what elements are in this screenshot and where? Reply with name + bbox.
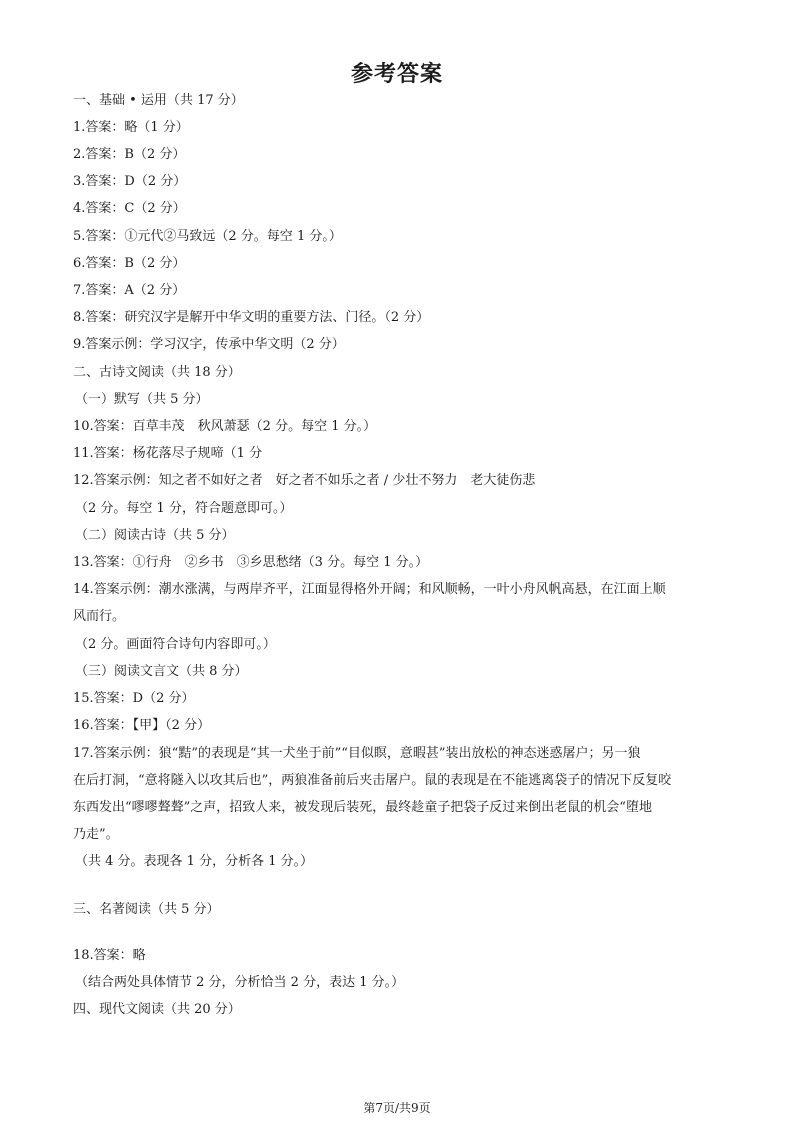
scoring-note: （2 分。画面符合诗句内容即可。） <box>75 637 276 652</box>
answer-line: 1.答案：略（1 分） <box>73 120 189 135</box>
answer-line: 7.答案：A（2 分） <box>73 283 186 298</box>
answer-line: 18.答案：略 <box>73 948 146 963</box>
answer-line: 6.答案：B（2 分） <box>73 256 186 271</box>
answer-line: 3.答案：D（2 分） <box>73 174 187 189</box>
answer-line: 13.答案：①行舟 ②乡书 ③乡思愁绪（3 分。每空 1 分。） <box>73 555 429 570</box>
answer-line: 9.答案示例：学习汉字，传承中华文明（2 分） <box>73 337 345 352</box>
answer-line: 风而行。 <box>73 609 126 624</box>
answer-line: 4.答案：C（2 分） <box>73 201 186 216</box>
subsection-heading: （三）阅读文言文（共 8 分） <box>75 664 248 679</box>
section-heading: 三、名著阅读（共 5 分） <box>73 902 220 917</box>
scoring-note: （结合两处具体情节 2 分，分析恰当 2 分，表达 1 分。） <box>75 975 405 990</box>
section-heading: 二、古诗文阅读（共 18 分） <box>73 365 241 380</box>
section-heading: 一、基础 • 运用（共 17 分） <box>73 93 244 108</box>
answer-line: 5.答案：①元代②马致远（2 分。每空 1 分。） <box>73 229 342 244</box>
answer-line: 14.答案示例：潮水涨满，与两岸齐平，江面显得格外开阔；和风顺畅，一叶小舟风帆高悬，在江面上顺 <box>73 582 666 597</box>
answer-line: 11.答案：杨花落尽子规啼（1 分 <box>73 446 263 461</box>
answer-line: 东西发出“嘐嘐聱聱”之声，招致人来，被发现后装死，最终趁童子把袋子反过来倒出老鼠的机会“堕地 <box>73 800 652 815</box>
answer-line: 12.答案示例：知之者不如好之者 好之者不如乐之者 / 少壮不努力 老大徒伤悲 <box>73 473 536 488</box>
answer-line: 17.答案示例：狼“黠”的表现是“其一犬坐于前”“目似瞑，意暇甚”装出放松的神态迷惑屠户；另一狼 <box>73 746 641 761</box>
answer-line: 8.答案：研究汉字是解开中华文明的重要方法、门径。（2 分） <box>73 310 430 325</box>
answer-line: 乃走”。 <box>73 827 119 842</box>
answer-line: 15.答案：D（2 分） <box>73 691 195 706</box>
scoring-note: （共 4 分。表现各 1 分，分析各 1 分。） <box>75 854 314 869</box>
answer-line: 16.答案：【甲】（2 分） <box>73 718 211 733</box>
subsection-heading: （二）阅读古诗（共 5 分） <box>75 528 235 543</box>
page-number: 第7页/共9页 <box>363 1101 431 1115</box>
page-title: 参考答案 <box>350 62 443 87</box>
answer-line: 2.答案：B（2 分） <box>73 147 186 162</box>
answer-line: 10.答案：百草丰茂 秋风萧瑟（2 分。每空 1 分。） <box>73 419 377 434</box>
answer-line: 在后打洞，“意将隧入以攻其后也”，两狼准备前后夹击屠户。鼠的表现是在不能逃离袋子的情况下反复咬 <box>73 773 672 788</box>
scoring-note: （2 分。每空 1 分，符合题意即可。） <box>75 501 293 516</box>
subsection-heading: （一）默写（共 5 分） <box>75 392 209 407</box>
section-heading: 四、现代文阅读（共 20 分） <box>73 1002 241 1017</box>
